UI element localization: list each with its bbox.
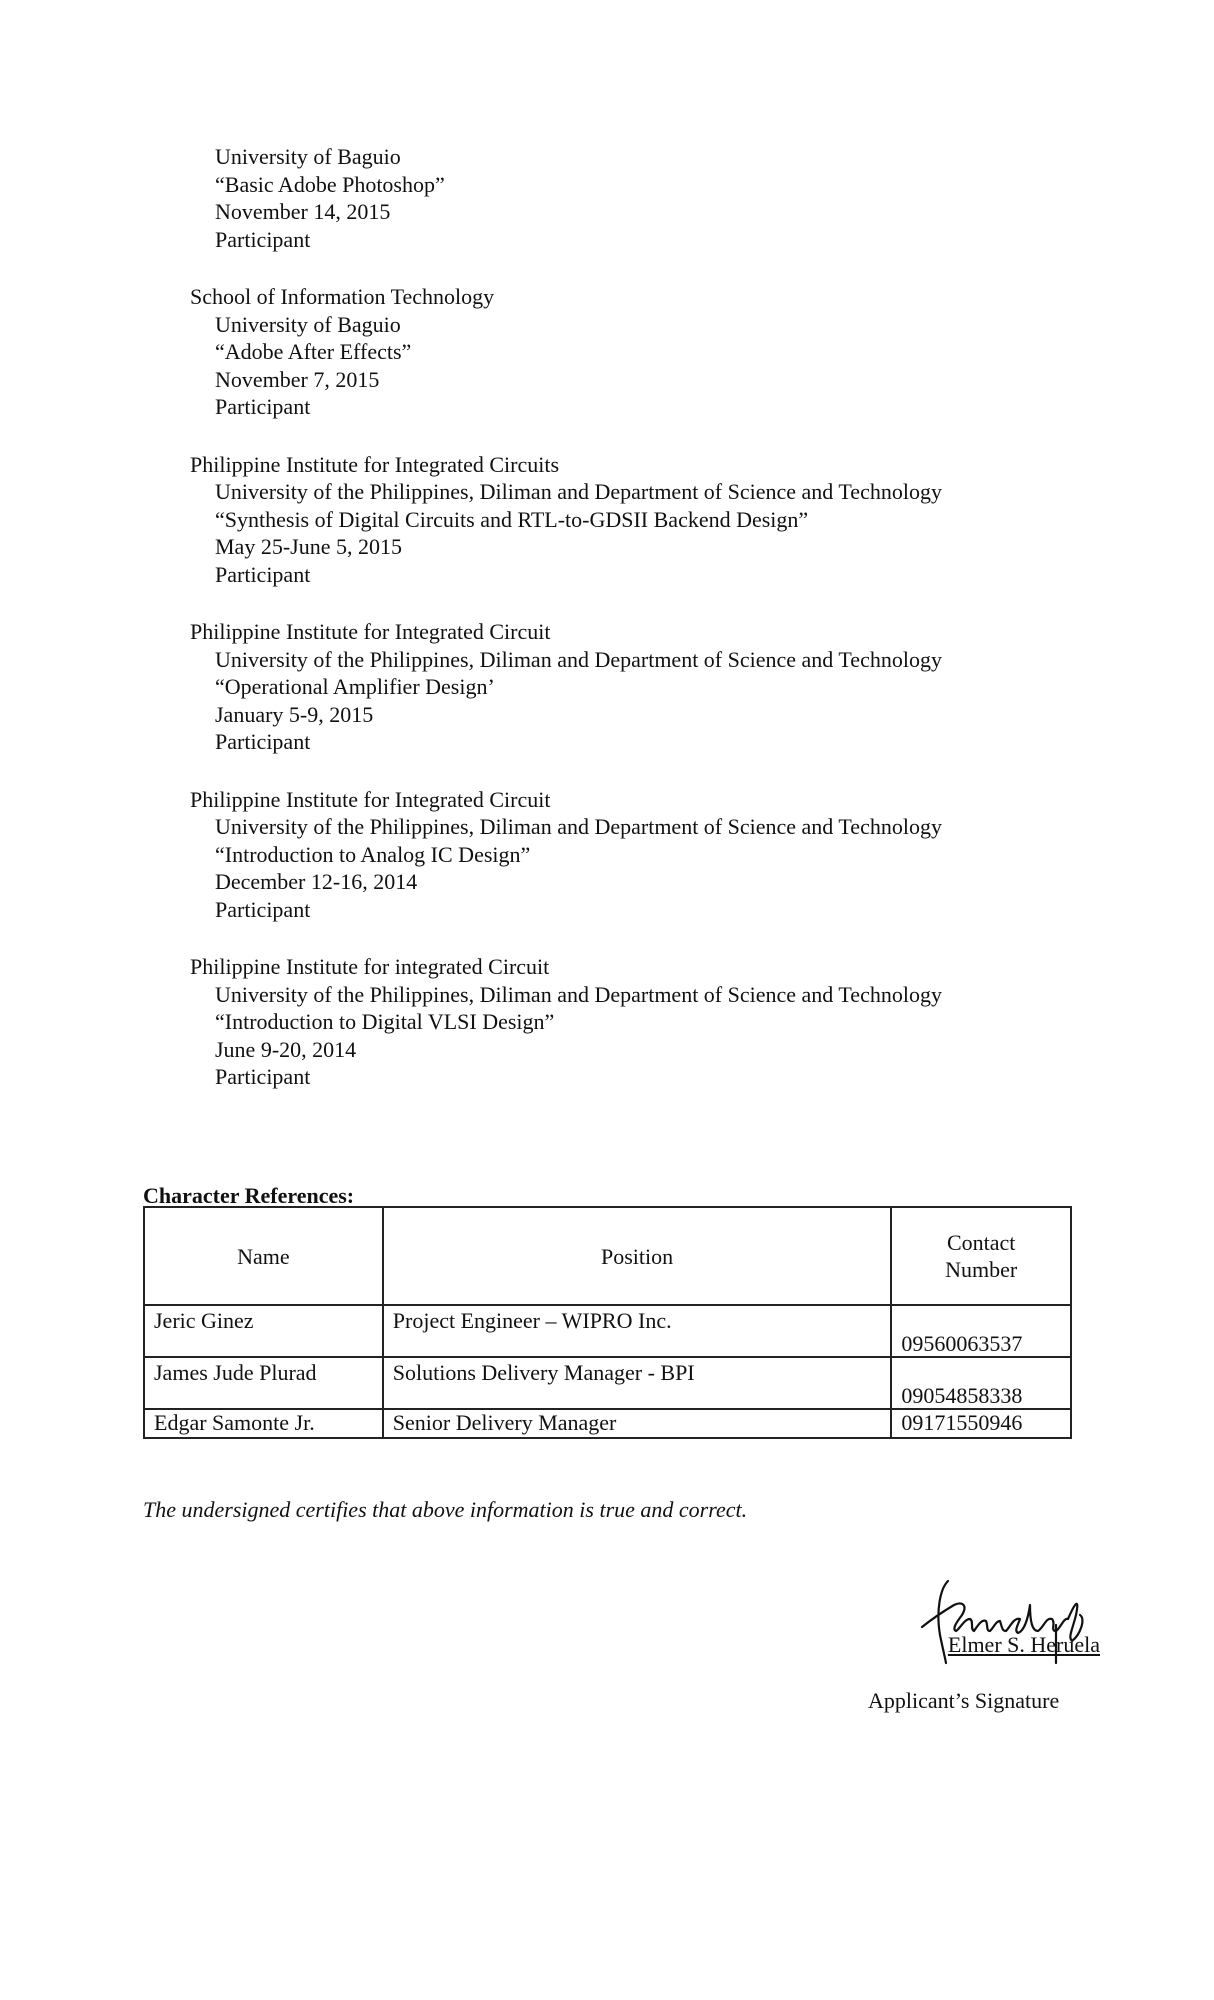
reference-name: Edgar Samonte Jr. <box>144 1409 383 1438</box>
character-references-heading: Character References: <box>143 1183 355 1208</box>
seminar-date: November 7, 2015 <box>215 366 380 392</box>
table-row <box>144 1305 1071 1357</box>
seminar-entry <box>190 953 1090 1091</box>
column-header-position: Position <box>383 1207 892 1305</box>
seminar-entry <box>190 283 1090 421</box>
applicant-signature-label: Applicant’s Signature <box>868 1688 1060 1713</box>
seminar-list <box>190 143 1090 1121</box>
table-header-row <box>144 1207 1071 1305</box>
column-header-contact-line2: Number <box>945 1257 1018 1282</box>
seminar-venue: University of the Philippines, Diliman and Department of Science and Technology <box>215 814 942 839</box>
seminar-title: “Introduction to Digital VLSI Design” <box>215 1009 555 1034</box>
seminar-venue: University of Baguio <box>215 311 401 337</box>
seminar-role: Participant <box>215 1064 311 1089</box>
seminar-date: December 12-16, 2014 <box>215 869 418 894</box>
seminar-entry <box>190 618 1090 756</box>
seminar-organizer: Philippine Institute for Integrated Circuit <box>190 786 551 812</box>
reference-position: Solutions Delivery Manager - BPI <box>383 1357 892 1409</box>
column-header-name: Name <box>144 1207 383 1305</box>
seminar-venue: University of Baguio <box>215 144 401 169</box>
seminar-date: June 9-20, 2014 <box>215 1036 357 1062</box>
seminar-role: Participant <box>215 226 311 252</box>
seminar-title: “Operational Amplifier Design’ <box>215 674 495 699</box>
seminar-organizer: School of Information Technology <box>190 284 495 309</box>
applicant-name: Elmer S. Heruela <box>947 1632 1100 1657</box>
seminar-role: Participant <box>215 561 311 587</box>
seminar-venue: University of the Philippines, Diliman and Department of Science and Technology <box>215 479 942 504</box>
seminar-date: May 25-June 5, 2015 <box>215 534 402 559</box>
seminar-venue: University of the Philippines, Diliman and Department of Science and Technology <box>215 646 942 672</box>
seminar-title: “Basic Adobe Photoshop” <box>215 171 445 197</box>
seminar-role: Participant <box>215 394 311 419</box>
seminar-entry <box>190 143 1090 253</box>
seminar-entry <box>190 786 1090 924</box>
reference-contact: 09560063537 <box>891 1305 1071 1357</box>
seminar-title: “Adobe After Effects” <box>215 339 412 364</box>
seminar-title: “Synthesis of Digital Circuits and RTL-to-GDSII Backend Design” <box>215 506 809 532</box>
certification-statement: The undersigned certifies that above information is true and correct. <box>143 1497 748 1522</box>
table-row <box>144 1357 1071 1409</box>
seminar-title: “Introduction to Analog IC Design” <box>215 841 531 867</box>
reference-position: Project Engineer – WIPRO Inc. <box>383 1305 892 1357</box>
reference-name: James Jude Plurad <box>144 1357 383 1409</box>
table-row <box>144 1409 1071 1438</box>
seminar-role: Participant <box>215 896 311 922</box>
reference-contact: 09171550946 <box>891 1409 1071 1438</box>
character-references-table <box>143 1206 1072 1439</box>
seminar-organizer: Philippine Institute for Integrated Circuit <box>190 619 551 644</box>
seminar-role: Participant <box>215 729 311 754</box>
reference-contact: 09054858338 <box>891 1357 1071 1409</box>
column-header-contact <box>891 1207 1071 1305</box>
seminar-date: November 14, 2015 <box>215 199 391 224</box>
seminar-entry <box>190 451 1090 589</box>
column-header-contact-line1: Contact <box>946 1230 1016 1255</box>
seminar-organizer: Philippine Institute for Integrated Circuits <box>190 451 560 477</box>
seminar-date: January 5-9, 2015 <box>215 701 374 727</box>
reference-position: Senior Delivery Manager <box>383 1409 892 1438</box>
seminar-organizer: Philippine Institute for integrated Circuit <box>190 954 550 979</box>
seminar-venue: University of the Philippines, Diliman and Department of Science and Technology <box>215 981 942 1007</box>
reference-name: Jeric Ginez <box>144 1305 383 1357</box>
